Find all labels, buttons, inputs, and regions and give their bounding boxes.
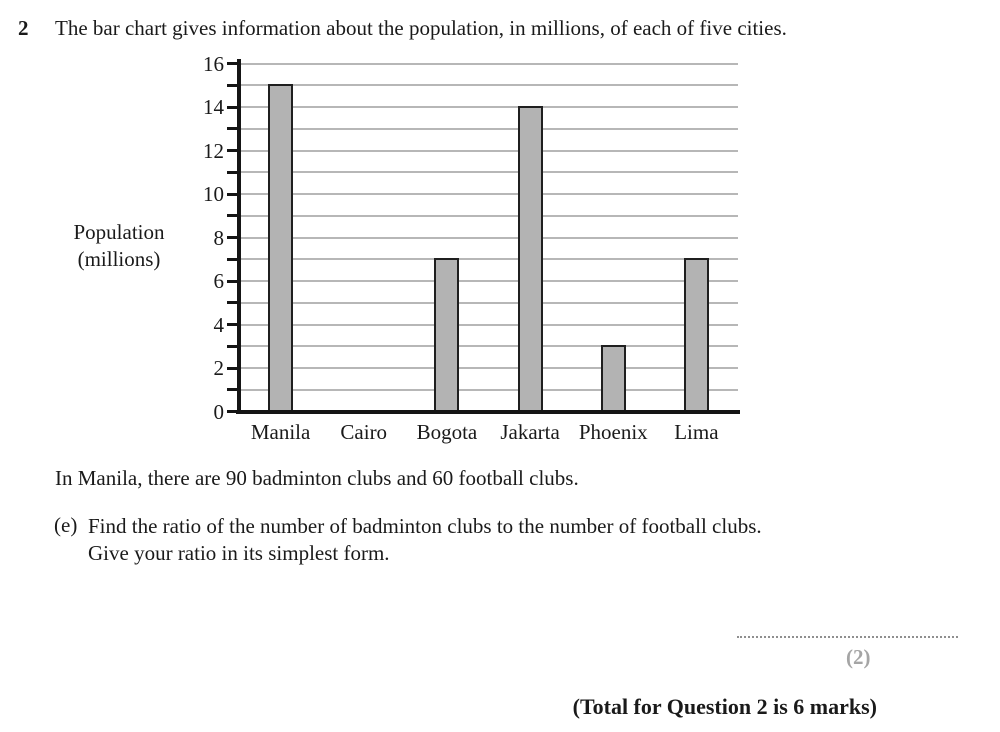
y-axis-tick-label: 10 [203,182,224,206]
y-axis-tick-label: 16 [203,51,224,76]
gridline [241,345,738,347]
part-e-text-line2: Give your ratio in its simplest form. [88,541,390,565]
context-text: In Manila, there are 90 badminton clubs and 60 football clubs. [55,466,579,490]
x-axis-line [236,410,740,414]
bar-bogota [434,258,459,411]
answer-dotted-line [737,620,958,638]
y-axis-tick-label: 0 [213,399,224,424]
gridline [241,258,738,260]
question-number: 2 [18,16,29,40]
gridline [241,389,738,391]
bar-manila [268,84,293,411]
y-axis-tick-label: 12 [203,138,224,163]
gridline [241,171,738,173]
gridline [241,280,738,282]
y-axis-tick-label: 2 [213,356,224,380]
y-axis-tick-label: 8 [213,225,224,250]
y-axis-tick-label: 6 [213,269,224,293]
bar-lima [684,258,709,411]
gridline [241,302,738,304]
part-e-text-line1: Find the ratio of the number of badminton clubs to the number of football clubs. [88,514,762,538]
bar-jakarta [518,106,543,412]
y-axis-tick-label: 4 [213,312,224,337]
gridline [241,367,738,369]
category-label-lima: Lima [674,420,719,444]
category-label-phoenix: Phoenix [578,420,648,444]
y-axis-title-line2: (millions) [77,247,161,271]
gridline [241,215,738,217]
gridline [241,324,738,326]
category-label-cairo: Cairo [340,420,388,444]
gridline [241,237,738,239]
y-axis-tick-label: 14 [203,95,224,119]
question-intro-text: The bar chart gives information about the population, in millions, of each of five cities. [55,16,787,40]
gridline [241,63,738,65]
category-label-bogota: Bogota [416,420,478,444]
y-axis-line [237,59,241,414]
y-axis-title-line1: Population [73,220,165,244]
marks-badge: (2) [846,645,871,669]
gridline [241,150,738,152]
gridline [241,193,738,195]
gridline [241,106,738,108]
gridline [241,84,738,86]
category-label-jakarta: Jakarta [500,420,560,444]
part-e-text [88,513,762,567]
gridline [241,128,738,130]
bar-phoenix [601,345,626,411]
category-label-manila: Manila [250,420,311,444]
question-total-text: (Total for Question 2 is 6 marks) [572,694,877,719]
part-e-label: (e) [54,513,78,537]
